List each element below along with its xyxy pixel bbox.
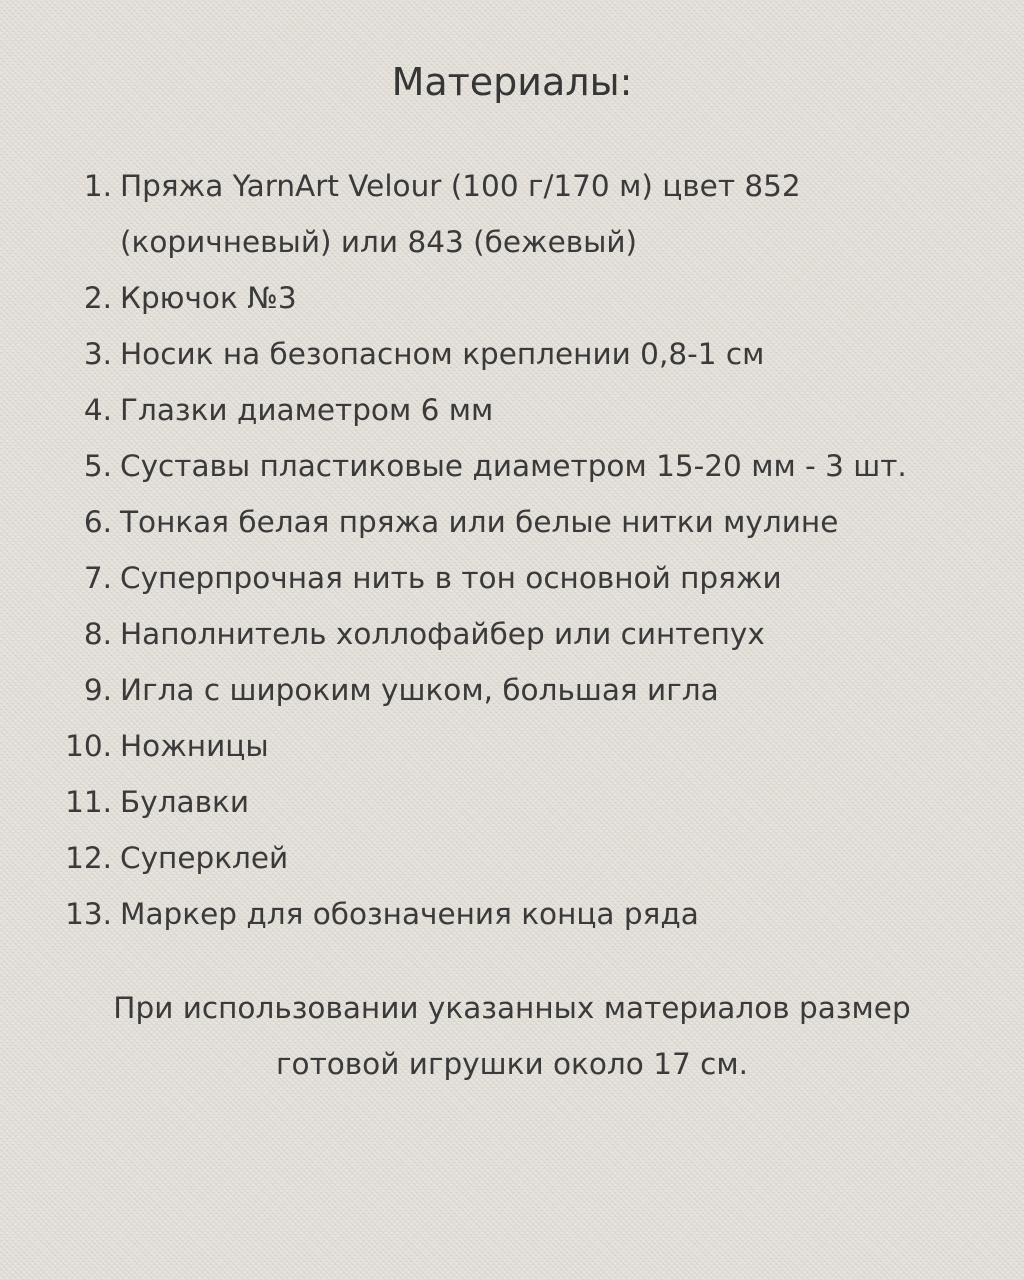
item-number: 5.: [83, 449, 112, 483]
item-text: Пряжа YarnArt Velour (100 г/170 м) цвет 852 (коричневый) или 843 (бежевый): [120, 169, 801, 259]
item-text: Суставы пластиковые диаметром 15-20 мм - 3 шт.: [120, 449, 907, 483]
item-number: 12.: [65, 841, 112, 875]
item-number: 1.: [83, 169, 112, 203]
list-item: [40, 550, 1000, 606]
item-text: Булавки: [120, 785, 250, 819]
item-number: 4.: [83, 393, 112, 427]
size-note-line-1: При использовании указанных материалов размер: [113, 991, 911, 1025]
item-text: Ножницы: [120, 729, 269, 763]
item-text: Суперклей: [120, 841, 289, 875]
list-item: [40, 774, 1000, 830]
item-number: 8.: [83, 617, 112, 651]
item-text: Игла с широким ушком, большая игла: [120, 673, 719, 707]
list-item: [40, 158, 880, 270]
list-item: [40, 830, 1000, 886]
item-number: 10.: [65, 729, 112, 763]
item-number: 6.: [83, 505, 112, 539]
item-text: Крючок №3: [120, 281, 297, 315]
list-item: [40, 886, 1000, 942]
item-number: 13.: [65, 897, 112, 931]
item-text: Глазки диаметром 6 мм: [120, 393, 494, 427]
list-item: [40, 270, 1000, 326]
item-text: Наполнитель холлофайбер или синтепух: [120, 617, 765, 651]
list-item: [40, 494, 1000, 550]
size-note: [0, 980, 1024, 1092]
page-title: Материалы:: [391, 60, 633, 104]
item-number: 3.: [83, 337, 112, 371]
item-text: Тонкая белая пряжа или белые нитки мулине: [120, 505, 839, 539]
item-text: Маркер для обозначения конца ряда: [120, 897, 699, 931]
item-text: Суперпрочная нить в тон основной пряжи: [120, 561, 782, 595]
item-number: 7.: [83, 561, 112, 595]
list-item: [40, 382, 1000, 438]
size-note-line-2: готовой игрушки около 17 см.: [276, 1047, 748, 1081]
list-item: [40, 438, 1000, 494]
list-item: [40, 662, 1000, 718]
list-item: [40, 606, 1000, 662]
item-number: 2.: [83, 281, 112, 315]
item-text: Носик на безопасном креплении 0,8-1 см: [120, 337, 765, 371]
list-item: [40, 326, 1000, 382]
item-number: 11.: [65, 785, 112, 819]
item-number: 9.: [83, 673, 112, 707]
list-item: [40, 718, 1000, 774]
materials-list: [40, 158, 1000, 942]
